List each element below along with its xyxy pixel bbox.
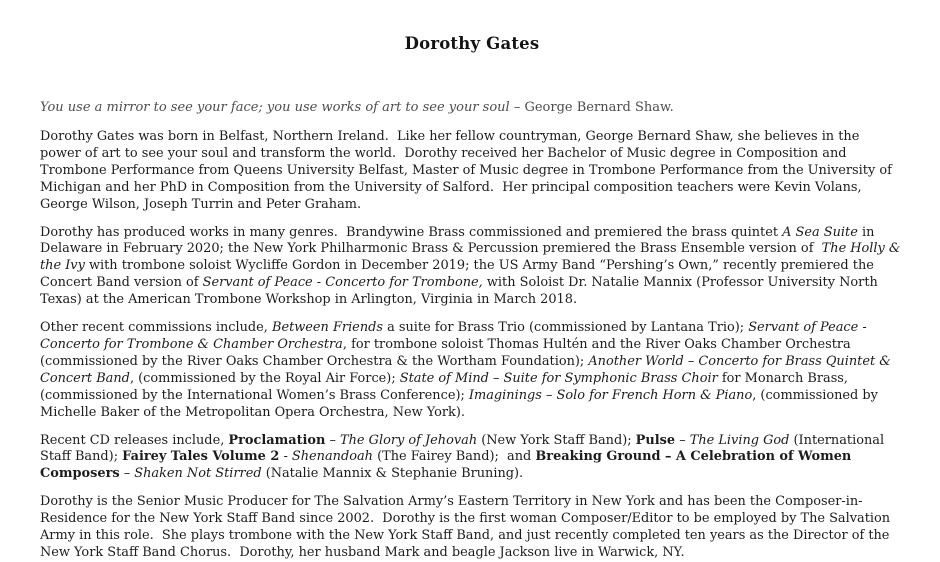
- text-run: Pulse: [635, 432, 676, 448]
- text-run: (New York Staff Band);: [477, 432, 636, 448]
- text-run: with trombone soloist Wycliffe Gordon in December 2019; the US Army Band “Pershing’s Own,” recently premiered the Concert Band version of: [40, 258, 878, 291]
- text-run: Recent CD releases include,: [40, 432, 229, 448]
- page-title: Dorothy Gates: [404, 34, 540, 53]
- text-run: Between Friends: [271, 320, 383, 336]
- text-run: -: [279, 449, 292, 465]
- text-run: Dorothy is the Senior Music Producer for The Salvation Army’s Eastern Territory in New York and has been the Composer-in-Residence for the New York Staff Band since 2002. Dorothy is the first woman Composer/Editor to be employed by The Salvation Army in this role. She plays trombone with the New York Staff Band, and just recently completed ten years as the Director of the New York Staff Band Chorus. Dorothy, her husband Mark and beagle Jackson live in Warwick, NY.: [40, 494, 895, 560]
- text-run: with Soloist Dr. Natalie Mannix (Professor University North Texas) at the American Trombone Workshop in Arlington, Virginia in March 2018.: [40, 275, 882, 308]
- text-run: Shaken Not Stirred: [134, 466, 262, 482]
- text-run: Servant of Peace - Concerto for Trombone,: [202, 275, 483, 291]
- text-run: You use a mirror to see your face; you use works of art to see your soul: [40, 100, 510, 115]
- text-run: Other recent commissions include,: [40, 320, 272, 336]
- text-run: The Living God: [689, 432, 790, 448]
- text-run: , for trombone soloist Thomas Hultén and the River Oaks Chamber Orchestra (commissioned by the River Oaks Chamber Orchestra & the Wortham Foundation);: [40, 336, 855, 369]
- text-run: (Natalie Mannix & Stephanie Bruning).: [261, 466, 524, 482]
- text-run: Servant of Peace - Concerto for Trombone & Chamber Orchestra: [40, 320, 871, 352]
- document-body: [40, 129, 904, 562]
- text-run: , (commissioned by Michelle Baker of the Metropolitan Opera Orchestra, New York).: [40, 387, 883, 420]
- text-run: –: [325, 432, 341, 448]
- paragraph-cd-releases: [40, 433, 904, 484]
- paragraph-works-premieres: [40, 225, 904, 310]
- text-run: in Delaware in February 2020; the New York Philharmonic Brass & Percussion premiered the Brass Ensemble version of: [40, 224, 879, 257]
- text-run: – George Bernard Shaw.: [509, 100, 674, 115]
- text-run: (International Staff Band);: [40, 432, 889, 465]
- text-run: Dorothy Gates was born in Belfast, Northern Ireland. Like her fellow countryman, George Bernard Shaw, she believes in the power of art to see your soul and transform the world. Dorothy received her Bachelor of Music degree in Composition and Trombone Performance from Queens University Belfast, Master of Music degree in Trombone Performance from the University of Michigan and her PhD in Composition from the University of Salford. Her principal composition teachers were Kevin Volans, George Wilson, Joseph Turrin and Peter Graham.: [40, 129, 896, 212]
- text-run: Another World – Concerto for Brass Quintet & Concert Band: [40, 353, 895, 386]
- epigraph-quote: [40, 99, 904, 116]
- text-run: Shenandoah: [291, 449, 373, 465]
- paragraph-commissions: [40, 320, 904, 421]
- paragraph-current-role: [40, 494, 904, 562]
- text-run: A Sea Suite: [782, 224, 858, 240]
- text-run: a suite for Brass Trio (commissioned by Lantana Trio);: [382, 320, 749, 336]
- paragraph-biography-origin: [40, 129, 904, 214]
- text-run: Imaginings – Solo for French Horn & Piano: [468, 387, 753, 403]
- text-run: , (commissioned by the Royal Air Force);: [129, 370, 400, 386]
- text-run: Breaking Ground – A Celebration of Women Composers: [40, 449, 856, 482]
- text-run: The Holly & the Ivy: [40, 241, 905, 274]
- text-run: The Glory of Jehovah: [340, 432, 478, 448]
- text-run: for Monarch Brass, (commissioned by the International Women’s Brass Conference);: [40, 370, 857, 403]
- text-run: State of Mind – Suite for Symphonic Brass Choir: [399, 370, 718, 386]
- text-run: Proclamation: [228, 432, 326, 448]
- text-run: –: [119, 466, 135, 482]
- text-run: –: [675, 432, 690, 448]
- text-run: Fairey Tales Volume 2: [122, 449, 280, 465]
- text-run: (The Fairey Band); and: [372, 449, 536, 465]
- text-run: Dorothy has produced works in many genres. Brandywine Brass commissioned and premiered the brass quintet: [40, 224, 783, 240]
